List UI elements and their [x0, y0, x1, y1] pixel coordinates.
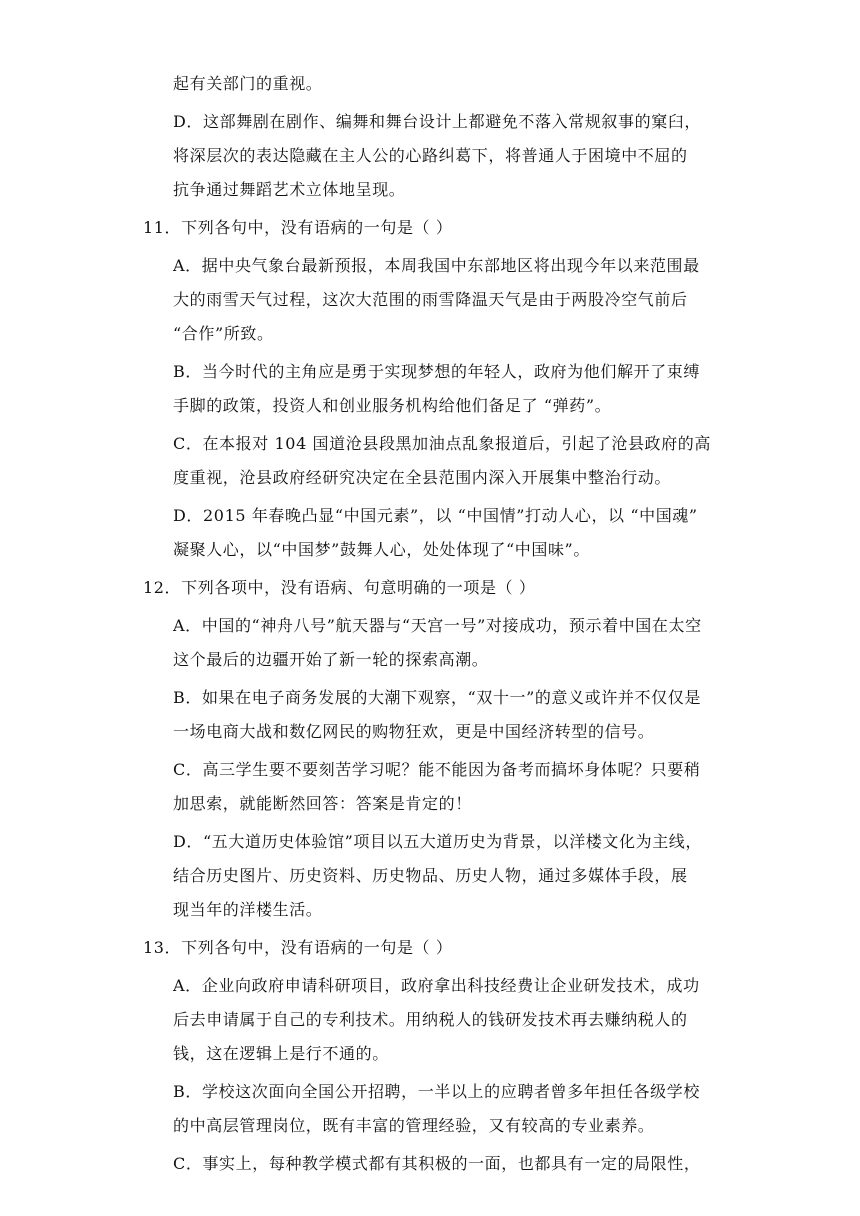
q13-option-a-line-1: A．企业向政府申请科研项目，政府拿出科技经费让企业研发技术，成功 — [173, 976, 700, 995]
q13-option-a-line-2: 后去申请属于自己的专利技术。用纳税人的钱研发技术再去赚纳税人的 — [173, 1010, 688, 1029]
q11-option-b-line-2: 手脚的政策，投资人和创业服务机构给他们备足了 “弹药”。 — [173, 396, 612, 415]
q13-option-b-line-2: 的中高层管理岗位，既有丰富的管理经验，又有较高的专业素养。 — [173, 1116, 655, 1135]
q13-option-c-line-1: C．事实上，每种教学模式都有其积极的一面，也都具有一定的局限性， — [173, 1154, 701, 1173]
q13-option-a-line-3: 钱，这在逻辑上是行不通的。 — [173, 1044, 389, 1063]
question-13-stem: 13．下列各句中，没有语病的一句是（ ） — [143, 938, 453, 957]
q12-option-c-line-2: 加思索，就能断然回答：答案是肯定的！ — [173, 794, 472, 813]
question-12-stem: 12．下列各项中，没有语病、句意明确的一项是（ ） — [143, 578, 536, 597]
question-11-stem: 11．下列各句中，没有语病的一句是（ ） — [143, 218, 453, 237]
q12-option-d-line-3: 现当年的洋楼生活。 — [173, 900, 323, 919]
option-d-line-2: 将深层次的表达隐藏在主人公的心路纠葛下，将普通人于困境中不屈的 — [173, 146, 688, 165]
q11-option-a-line-1: A．据中央气象台最新预报，本周我国中东部地区将出现今年以来范围最 — [173, 256, 700, 275]
q11-option-a-line-2: 大的雨雪天气过程，这次大范围的雨雪降温天气是由于两股冷空气前后 — [173, 290, 688, 309]
q12-option-a-line-1: A．中国的“神舟八号”航天器与“天宫一号”对接成功，预示着中国在太空 — [173, 616, 702, 635]
q11-option-d-line-2: 凝聚人心，以“中国梦”鼓舞人心，处处体现了“中国味”。 — [173, 540, 590, 559]
q12-option-d-line-1: D．“五大道历史体验馆”项目以五大道历史为背景，以洋楼文化为主线， — [173, 832, 702, 851]
option-d-line-3: 抗争通过舞蹈艺术立体地呈现。 — [173, 180, 406, 199]
option-d-line-1: D．这部舞剧在剧作、编舞和舞台设计上都避免不落入常规叙事的窠臼， — [173, 112, 702, 131]
q12-option-b-line-2: 一场电商大战和数亿网民的购物狂欢，更是中国经济转型的信号。 — [173, 722, 655, 741]
q12-option-a-line-2: 这个最后的边疆开始了新一轮的探索高潮。 — [173, 650, 489, 669]
q12-option-d-line-2: 结合历史图片、历史资料、历史物品、历史人物，通过多媒体手段，展 — [173, 866, 688, 885]
q12-option-c-line-1: C．高三学生要不要刻苦学习呢？能不能因为备考而搞坏身体呢？只要稍 — [173, 760, 701, 779]
q13-option-b-line-1: B．学校这次面向全国公开招聘，一半以上的应聘者曾多年担任各级学校 — [173, 1082, 700, 1101]
q11-option-c-line-2: 度重视，沧县政府经研究决定在全县范围内深入开展集中整治行动。 — [173, 468, 672, 487]
q11-option-b-line-1: B．当今时代的主角应是勇于实现梦想的年轻人，政府为他们解开了束缚 — [173, 362, 700, 381]
q12-option-b-line-1: B．如果在电子商务发展的大潮下观察，“双十一”的意义或许并不仅仅是 — [173, 688, 701, 707]
q11-option-a-line-3: “合作”所致。 — [173, 324, 274, 343]
q11-option-c-line-1: C．在本报对 104 国道沧县段黑加油点乱象报道后，引起了沧县政府的高 — [173, 434, 711, 453]
continued-line: 起有关部门的重视。 — [173, 74, 323, 93]
q11-option-d-line-1: D．2015 年春晚凸显“中国元素”，以 “中国情”打动人心，以 “中国魂” — [173, 506, 698, 525]
